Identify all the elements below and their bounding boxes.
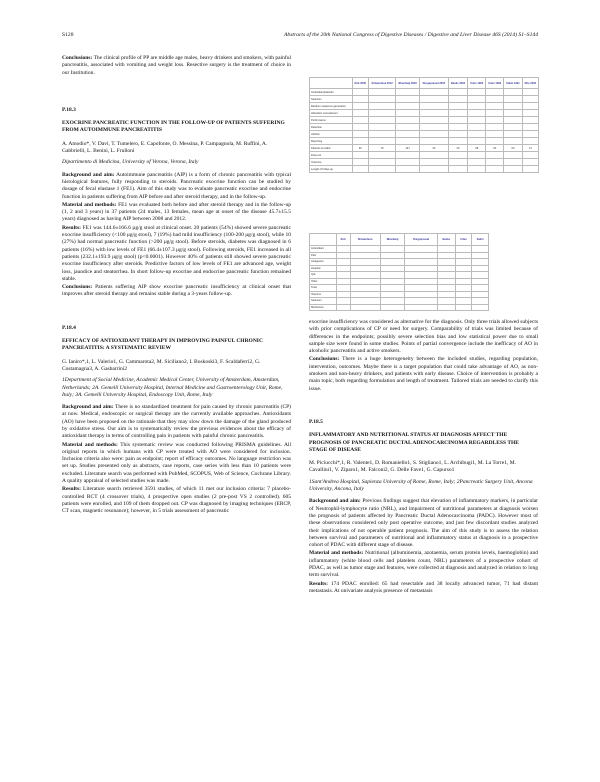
table-cell: 20: [420, 145, 449, 152]
table-cell: [486, 110, 504, 117]
table-cell: [522, 96, 538, 103]
table-cell: [468, 131, 486, 138]
table-header-cell: Salim 1991: [504, 78, 523, 89]
table-cell: [448, 159, 467, 166]
table-cell: [486, 117, 504, 124]
abstract-title: INFLAMMATORY AND NUTRITIONAL STATUS AT DIAGNOSIS AFFECT THE PROGNOSIS OF PANCREATIC DUCTAL ADENOCARCINOMA REGARDLESS THE STAGE OF DISEASE: [309, 432, 519, 453]
table-cell: [486, 159, 504, 166]
page-header: [62, 32, 538, 44]
table-cell: [352, 110, 368, 117]
table-cell: [468, 96, 486, 103]
table-cell: [396, 103, 420, 110]
abstract-results: Results: 174 PDAC enrolled: 65 had resectable and 38 locally advanced tumor, 71 had distant metastasis. At univariate analysis presence of metastasis: [309, 580, 538, 594]
abstract-background: Background and aim: Autoimmune pancreatitis (AIP) is a form of chronic pancreatitis with typical histological features, fully responding to steroids. Pancreatic exocrine function can be studied by dosage of fecal elastase 1 (FE1). Aim of this study was to evaluate pancreatic exocrine and endocrine function in patients suffering from AIP before and after steroid therapy, and in the follow-up.: [62, 171, 291, 200]
table-cell: [522, 131, 538, 138]
table-row: [310, 89, 539, 96]
table-cell: Hospital: [310, 265, 337, 272]
table-cell: [352, 96, 368, 103]
table-cell: [486, 152, 504, 159]
table-cell: [420, 103, 449, 110]
table-cell: 147: [396, 145, 420, 152]
table-cell: Random sequence generation: [310, 103, 353, 110]
table-cell: [368, 110, 395, 117]
table-cell: [420, 159, 449, 166]
table-cell: [368, 131, 395, 138]
table-cell: Reporting: [310, 138, 353, 145]
table-cell: [486, 124, 504, 131]
table-cell: [504, 110, 523, 117]
table-cell: Attrition: [310, 131, 353, 138]
abstract-title: EFFICACY OF ANTIOXIDANT THERAPY IN IMPROVING PAINFUL CHRONIC PANCREATITIS: A SYSTEMATIC REVIEW: [62, 338, 263, 352]
table-cell: [522, 124, 538, 131]
table-cell: [396, 117, 420, 124]
table-cell: [468, 138, 486, 145]
table-cell: [352, 89, 368, 96]
table-header-cell: Uden 1990: [486, 78, 504, 89]
table-cell: [396, 138, 420, 145]
table-header-cell: Salim: [472, 234, 489, 246]
left-column: [62, 55, 291, 516]
table-cell: 70: [368, 145, 395, 152]
table-header-cell: Durgaprasad 2005: [420, 78, 449, 89]
abstract-methods: Material and methods: Nutritional (albuminemia, azotaemia, serum protein levels, haemoglobin) and inflammatory (white blood cells and platelets count, NRL) parameters of a prospective cohort of PDAC, as well as tumor stage and features, were collected at diagnosis and analyzed in relation to long term survival.: [309, 550, 539, 579]
continued-results: exocrine insufficiency was considered as alternative for the diagnosis. Only three trials allowed subjects with prior complications of CP or need for surgery. Comparability of trials was limited because of differences in the endpoints; possibly severe selection bias and low statistical power due to small sample size were found in some studies. Points of partial convergence include the inefficacy of AO in alcoholic pancreatitis and active smokers.: [309, 319, 538, 355]
table-cell: [468, 159, 486, 166]
table-cell: [522, 117, 538, 124]
table-row: [310, 110, 539, 117]
table-header-cell: Banks 2003: [448, 78, 467, 89]
table-row: [310, 166, 539, 173]
table-cell: [420, 138, 449, 145]
table-cell: [336, 304, 350, 311]
table-cell: [486, 138, 504, 145]
table-cell: [405, 304, 437, 311]
table-row: [310, 152, 539, 159]
table-cell: 72: [522, 145, 538, 152]
table-cell: 36: [352, 145, 368, 152]
table-row: [310, 117, 539, 124]
table-cell: [350, 304, 380, 311]
top-conclusion: Conclusions: The clinical profile of PP are middle age males, heavy drinkers and smokers, with painful pancreatitis, associated with vomiting and weight loss. Resective surgery is the treatment of choice in our Institution.: [62, 55, 291, 76]
table-cell: [420, 131, 449, 138]
table-cell: [368, 159, 395, 166]
abstract-conclusions: Conclusions: Patients suffering AIP show exocrine pancreatic insufficiency at clinical onset that improves after steroid therapy and remains stable during a 3-years follow-up.: [62, 284, 291, 298]
table-cell: [396, 159, 420, 166]
table-cell: [368, 96, 395, 103]
abstract-id: P.18.5: [309, 418, 323, 425]
table-header-cell: Kirk 2006: [352, 78, 368, 89]
table-cell: Pain: [310, 252, 337, 259]
table-cell: [448, 89, 467, 96]
table-cell: [396, 166, 420, 173]
abstract-affiliation: Dipartimento di Medicina, University of Verona, Verona, Italy: [62, 159, 199, 166]
abstract-results: Results: Literature search retrieved 3591 studies, of which 11 met our inclusion criteria: 7 placebo-controlled RCT (4 crossover trials), 4 prospective open studies (2 pre-post VS 2 controlled). 605 patients were enrolled, and 109 of them dropped out. CP was diagnosed by imaging techniques (ERCP, CT scan, magnetic resonance); however, in 5 trials assessment of pancreatic: [62, 486, 291, 515]
table-cell: [486, 96, 504, 103]
table-cell: Outcome: [310, 159, 353, 166]
table-cell: [504, 103, 523, 110]
table-cell: [504, 96, 523, 103]
table-cell: [352, 131, 368, 138]
table-cell: [352, 152, 368, 159]
table-cell: [504, 131, 523, 138]
table-header-cell: Uden: [456, 234, 472, 246]
table-cell: [504, 124, 523, 131]
table-cell: [396, 89, 420, 96]
table-cell: Allocation concealment: [310, 110, 353, 117]
abstract-background: Background and aim: There is no standardized treatment for pain caused by chronic pancreatitis (CP) at now. Medical, endoscopic or surgical therapy are the currently available approaches. Antioxidants (AO) have been proposed on the rationale that they may slow down the damage of the gland produced by oxidative stress. Our aim is to systematically review the previous evidences about the efficacy of antioxidant therapy in terms of controlling pain in patients with painful chronic pancreatitis.: [62, 404, 292, 440]
table-row: [310, 138, 539, 145]
table-cell: [486, 103, 504, 110]
table-cell: [396, 110, 420, 117]
table-cell: [468, 110, 486, 117]
table-cell: 28: [468, 145, 486, 152]
table-cell: Detection: [310, 124, 353, 131]
table-cell: [437, 304, 455, 311]
table-cell: [448, 103, 467, 110]
table-cell: [448, 117, 467, 124]
table-cell: [522, 89, 538, 96]
table-row: [310, 304, 489, 311]
table-cell: [504, 159, 523, 166]
table-row: [310, 96, 539, 103]
abstract-conclusions: Conclusions: There is a huge heterogeneity between the included studies, regarding population, intervention, outcomes. Maybe there is a target population that could take advantage of AO, as non-smokers and non-heavy drinkers, and patients with early disease. Choice of intervention is probably a main topic, both regarding formulation and length of treatment. Tailored trials are needed to clarify this issue.: [309, 356, 538, 392]
journal-citation: Abstracts of the 20th National Congress of Digestive Diseases / Digestive and Liver Disease 46S (2014) S1–S144: [284, 32, 538, 38]
table-cell: [420, 96, 449, 103]
table-cell: 63: [504, 145, 523, 152]
table-cell: Length of follow-up: [310, 166, 353, 173]
table-cell: [396, 131, 420, 138]
table-cell: [368, 124, 395, 131]
table-cell: [352, 103, 368, 110]
abstract-results: Results: FE1 was 144.6±166.6 μg/g stool at clinical onset. 20 patients (54%) showed severe pancreatic exocrine insufficiency (<100 μg/g stool), 7 (19%) had mild insufficiency (100-200 μg/g stool), while 10 (27%) had normal pancreatic function (>200 μg/g stool). Before steroids, diabetes was diagnosed in 6 patients (16%) with low levels of FE1 (66.4±107.3 μg/g stool). Following steroids, FE1 increased in all patients (232.1±193.9 μg/g stool) (p<0.0001). However 40% of patients still showed severe pancreatic exocrine insufficiency after steroids. Predictive factors of low levels of FE1 are advanced age, weight loss, jaundice and steatorrhea. In short follow-up exocrine and endocrine pancreatic function remained stable.: [62, 224, 291, 282]
table-cell: Performance: [310, 117, 353, 124]
outcomes-table: [309, 233, 489, 313]
table-cell: [420, 89, 449, 96]
table-cell: [368, 138, 395, 145]
table-cell: Selection: [310, 96, 353, 103]
table-cell: [504, 117, 523, 124]
table-row: [310, 145, 539, 152]
table-cell: [420, 124, 449, 131]
risk-of-bias-table: [309, 77, 539, 225]
table-cell: [522, 103, 538, 110]
table-cell: [352, 166, 368, 173]
table-cell: [352, 124, 368, 131]
table-cell: Vitamins: [310, 291, 337, 298]
table-header-cell: Durgaprasad: [405, 234, 437, 246]
table-cell: Analgesics: [310, 259, 337, 266]
table-cell: [420, 152, 449, 159]
table-cell: [396, 96, 420, 103]
abstract-id: P.18.3: [62, 106, 76, 113]
table-cell: [522, 110, 538, 117]
table-cell: [448, 96, 467, 103]
table-cell: 20: [486, 145, 504, 152]
table-header-cell: Bhardwaj: [380, 234, 405, 246]
table-cell: [522, 166, 538, 173]
table-cell: [448, 131, 467, 138]
table-cell: [448, 110, 467, 117]
table-cell: [456, 304, 472, 311]
table-row: [310, 159, 539, 166]
table-cell: [522, 152, 538, 159]
abstract-methods: Material and methods: This systematic review was conducted following PRISMA guidelines. All original reports in which humans with CP were treated with AO were considered for inclusion. Inclusion criteria also were: pain as endpoint; report of efficacy outcomes. No language restriction was set up. Studies presented only as abstracts, case reports, case series with less than 10 patients were excluded. Literature search was performed with PubMed, SCOPUS, Web of Science, Cochrane Library. A quality appraisal of selected studies was made.: [62, 441, 291, 485]
table-cell: [472, 304, 489, 311]
table-cell: [468, 124, 486, 131]
abstract-methods: Material and methods: FE1 was evaluated both before and after steroid therapy and in the follow-up (1, 2 and 3 years) in 37 patients (24 males, 13 females, mean age at onset of the disease 45.7±15.5 years) diagnosed as having AIP between 2008 and 2012.: [62, 201, 291, 223]
table-cell: [522, 159, 538, 166]
abstract-id: P.18.4: [62, 324, 76, 331]
table-cell: [448, 138, 467, 145]
table-cell: [368, 117, 395, 124]
table-cell: [352, 159, 368, 166]
abstract-background: Background and aim: Previous findings suggest that elevation of inflammatory markers, in particular of Neutrophil-lymphocyte ratio (NRL), and impairment of nutritional parameters at diagnosis worsen the prognosis of patients affected by Pancreatic Ductal Adenocarcinoma (PADC). However most of these observations considered only post operative outcome, and just few discordant studies analyzed their implications of not operable patient prognosis. The aim of this study is to assess the relation between survival and parameters of nutritional and inflammatory status at diagnosis in a prospective cohort of PDAC with different stage of disease.: [309, 498, 539, 549]
table-cell: [420, 110, 449, 117]
table-cell: Patients enrolled: [310, 145, 353, 152]
table-cell: 43: [448, 145, 467, 152]
table-cell: [486, 131, 504, 138]
table-cell: Methionine: [310, 304, 337, 311]
table-cell: [448, 166, 467, 173]
table-row: [310, 131, 539, 138]
table-cell: QoL: [310, 272, 337, 279]
table-cell: [368, 166, 395, 173]
table-cell: [396, 152, 420, 159]
abstract-title: EXOCRINE PANCREATIC FUNCTION IN THE FOLLOW-UP OF PATIENTS SUFFERING FROM AUTOIMMUNE PANCREATITIS: [62, 120, 285, 134]
table-cell: Other: [310, 278, 337, 285]
table-header-cell: [310, 78, 353, 89]
table-cell: [468, 117, 486, 124]
table-header-cell: Banks: [437, 234, 455, 246]
right-column: [309, 319, 538, 595]
table-cell: [504, 89, 523, 96]
table-cell: [522, 138, 538, 145]
table-cell: [486, 166, 504, 173]
table-cell: [486, 89, 504, 96]
table-cell: [368, 103, 395, 110]
table-cell: [420, 166, 449, 173]
table-header-cell: Dite 2003: [522, 78, 538, 89]
abstract-authors: A. Amodio*, V. Davì, T. Tumelero, E. Capofonte, O. Messina, P. Campagnola, M. Ruffini, A. Gabbrielli, L. Benini, L. Frulloni: [62, 140, 268, 155]
table-row: [310, 103, 539, 110]
table-cell: Antioxidant/placebo: [310, 89, 353, 96]
table-cell: [468, 103, 486, 110]
table-cell: Antioxidant: [310, 246, 337, 253]
table-header-cell: Siriwardena 2012: [368, 78, 395, 89]
table-cell: [368, 152, 395, 159]
table-cell: [448, 124, 467, 131]
page-number: S128: [62, 32, 74, 38]
table-cell: [352, 117, 368, 124]
table-header-cell: Uden 1992: [468, 78, 486, 89]
table-cell: [380, 304, 405, 311]
table-row: [310, 124, 539, 131]
abstract-affiliation: 1Sant'Andrea Hospital, Sapienza University of Rome, Rome, Italy; 2Pancreatic Surgery Unit, Ancona University, Ancona, Italy: [309, 478, 533, 493]
abstract-affiliation: 1Department of Social Medicine, Academic Medical Center, University of Amsterdam, Amsterdam, Netherlands; 2A. Gemelli University Hospital, Internal Medicine and Gastroenterology Unit, Rome, Italy; 3A. Gemelli University Hospital, Endoscopy Unit, Rome, Italy: [62, 377, 283, 398]
table-cell: [504, 138, 523, 145]
table-cell: [420, 117, 449, 124]
table-header-cell: Kirk: [336, 234, 350, 246]
table-cell: [504, 166, 523, 173]
table-cell: Drop-out: [310, 152, 353, 159]
table-cell: [468, 89, 486, 96]
table-cell: Total: [310, 285, 337, 292]
table-cell: [468, 152, 486, 159]
abstract-authors: G. Ianiro*,1, L. Valerio1, G. Cammarota2, M. Siciliano2, I. Boskoski3, F. Scaldaferri2, G. Costamagna3, A. Gasbarrini2: [62, 358, 261, 372]
table-header-cell: Bhardwaj 2009: [396, 78, 420, 89]
table-cell: [352, 138, 368, 145]
table-cell: [468, 166, 486, 173]
table-cell: [396, 124, 420, 131]
abstract-authors: M. Piciucchi*,1, R. Valente1, D. Romaniello1, S. Stigliano1, L. Archibugi1, M. La Torre1, M. Cavallini1, V. Ziparo1, M. Falconi2, G. Delle Fave1, G. Capurso1: [309, 460, 517, 474]
table-cell: [448, 152, 467, 159]
table-cell: [504, 152, 523, 159]
table-cell: [368, 89, 395, 96]
table-cell: Selenium: [310, 298, 337, 305]
table-header-cell: [310, 234, 337, 246]
table-header-cell: Siriwardena: [350, 234, 380, 246]
